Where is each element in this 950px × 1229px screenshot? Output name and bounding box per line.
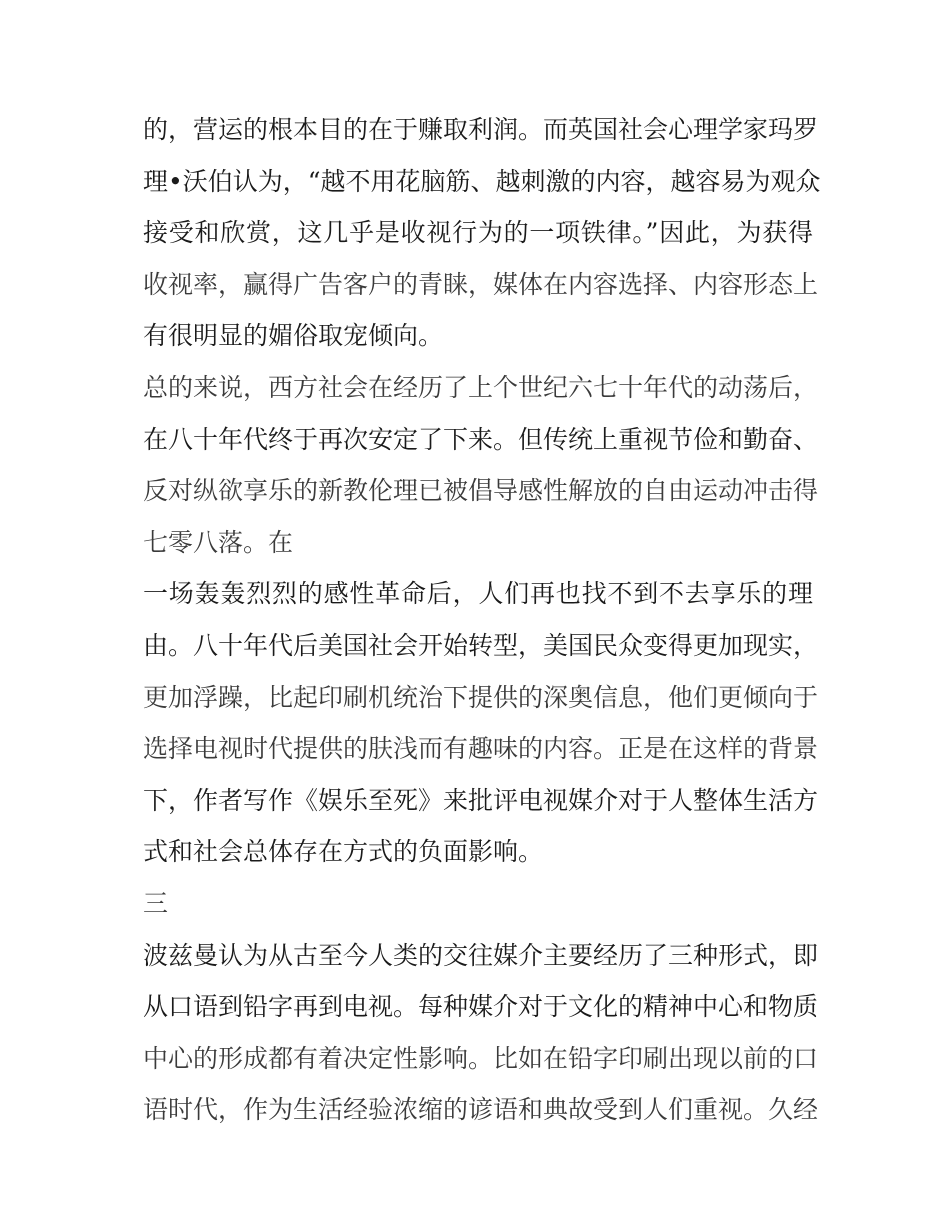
text-line: 有很明显的媚俗取宠倾向。 — [143, 321, 444, 351]
text-line: 下，作者写作《娱乐至死》来批评电视媒介对于人整体生活方 — [143, 785, 819, 815]
body-text — [143, 104, 821, 1136]
text-line: 语时代，作为生活经验浓缩的谚语和典故受到人们重视。久经 — [143, 1095, 819, 1125]
text-line: 由。八十年代后美国社会开始转型，美国民众变得更加现实， — [143, 630, 819, 660]
text-line: 式和社会总体存在方式的负面影响。 — [143, 837, 544, 867]
text-line: 理•沃伯认为，“越不用花脑筋、越刺激的内容，越容易为观众 — [143, 166, 821, 196]
text-line: 从口语到铅字再到电视。每种媒介对于文化的精神中心和物质 — [143, 992, 819, 1022]
text-line: 选择电视时代提供的肤浅而有趣味的内容。正是在这样的背景 — [143, 734, 819, 764]
text-line: 波兹曼认为从古至今人类的交往媒介主要经历了三种形式，即 — [143, 940, 819, 970]
text-line: 在八十年代终于再次安定了下来。但传统上重视节俭和勤奋、 — [143, 424, 819, 454]
text-line: 中心的形成都有着决定性影响。比如在铅字印刷出现以前的口 — [143, 1043, 819, 1073]
text-line: 更加浮躁，比起印刷机统治下提供的深奥信息，他们更倾向于 — [143, 682, 819, 712]
text-line: 收视率，赢得广告客户的青睐，媒体在内容选择、内容形态上 — [143, 269, 819, 299]
text-line: 反对纵欲享乐的新教伦理已被倡导感性解放的自由运动冲击得 — [143, 476, 819, 506]
text-line: 总的来说，西方社会在经历了上个世纪六七十年代的动荡后， — [143, 372, 819, 402]
text-line: 一场轰轰烈烈的感性革命后，人们再也找不到不去享乐的理 — [143, 579, 813, 609]
text-line: 的，营运的根本目的在于赚取利润。而英国社会心理学家玛罗 — [143, 115, 819, 144]
text-line: 七零八落。在 — [143, 527, 294, 557]
text-line: 接受和欣赏，这几乎是收视行为的一项铁律。”因此，为获得 — [143, 218, 813, 248]
section-heading: 三 — [143, 888, 169, 918]
